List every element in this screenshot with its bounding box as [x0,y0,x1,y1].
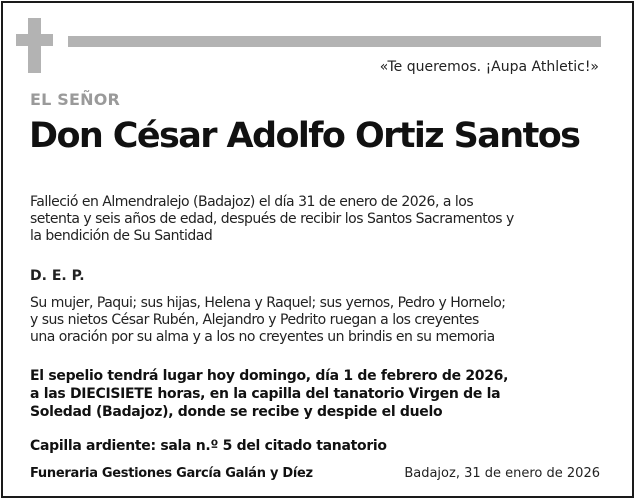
obituary-notice [1,1,634,498]
burial-paragraph [30,367,508,421]
chapel-line: Capilla ardiente: sala n.º 5 del citado tanatorio [30,438,387,454]
epigraph: «Te queremos. ¡Aupa Athletic!» [379,59,599,75]
family-paragraph [30,295,610,346]
burial-line: Soledad (Badajoz), donde se recibe y despide el duelo [30,404,443,420]
funeral-home: Funeraria Gestiones García Galán y Díez [30,466,313,481]
cross-icon-crossbar [16,34,53,46]
rip-label: D. E. P. [30,268,85,284]
place-date: Badajoz, 31 de enero de 2026 [404,466,600,481]
family-line: Su mujer, Paqui; sus hijas, Helena y Raquel; sus yernos, Pedro y Hornelo; [30,295,506,311]
announcement-line: Falleció en Almendralejo (Badajoz) el día 31 de enero de 2026, a los [30,194,474,210]
burial-line: El sepelio tendrá lugar hoy domingo, día 1 de febrero de 2026, [30,368,509,384]
chapel-info [30,437,387,455]
announcement-line: setenta y seis años de edad, después de recibir los Santos Sacramentos y [30,211,514,227]
announcement-line: la bendición de Su Santidad [30,228,213,244]
title-label: EL SEÑOR [30,90,121,109]
header-rule [68,36,601,47]
death-announcement [30,194,610,245]
burial-line: a las DIECISIETE horas, en la capilla del tanatorio Virgen de la [30,386,501,402]
deceased-name: Don César Adolfo Ortiz Santos [29,116,580,156]
family-line: y sus nietos César Rubén, Alejandro y Pedrito ruegan a los creyentes [30,312,479,328]
family-line: una oración por su alma y a los no creyentes un brindis en su memoria [30,329,495,345]
